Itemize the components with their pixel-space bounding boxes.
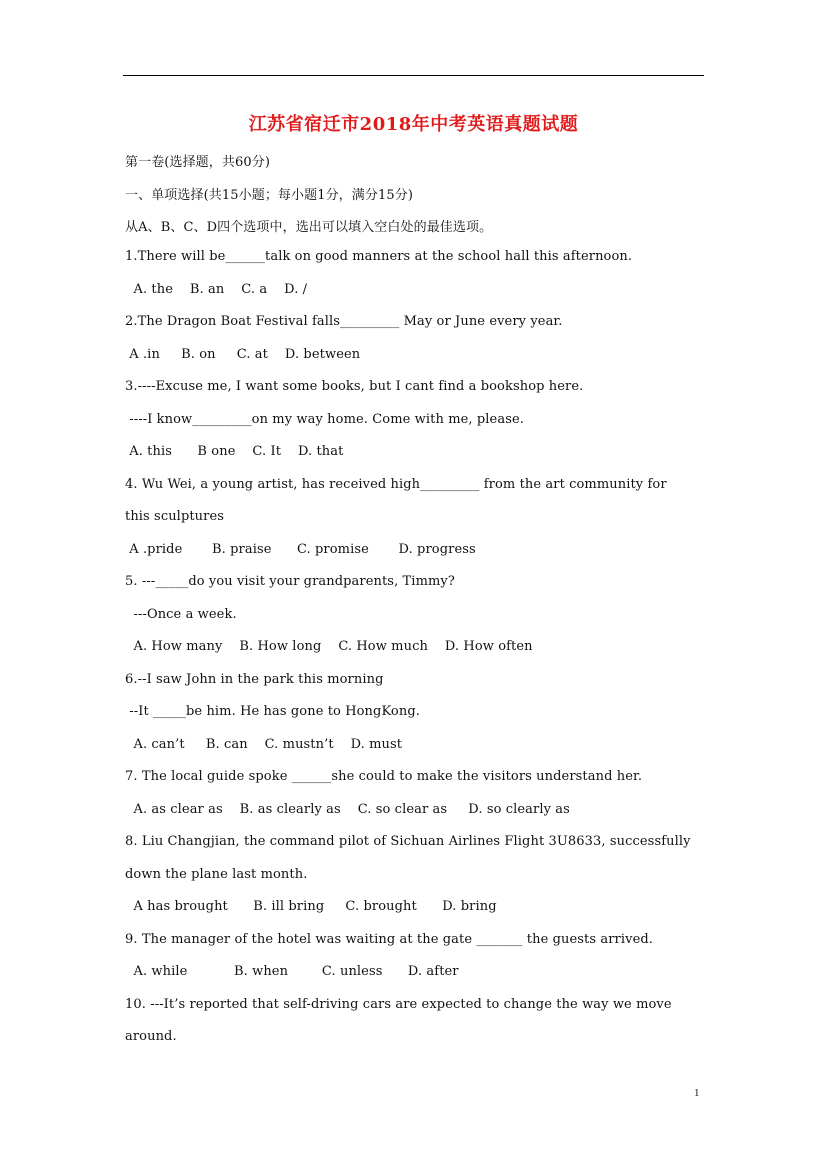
- question-3: 3.----Excuse me, I want some books, but I cant find a bookshop here.: [125, 379, 584, 394]
- question-4-continued: this sculptures: [125, 509, 225, 524]
- section-heading: 第一卷(选择题，共60分): [125, 155, 270, 170]
- question-2: 2.The Dragon Boat Festival falls_________ May or June every year.: [125, 314, 563, 329]
- question-6: 6.--I saw John in the park this morning: [125, 672, 384, 687]
- question-8: 8. Liu Changjian, the command pilot of Sichuan Airlines Flight 3U8633, successfully: [125, 834, 691, 849]
- options-8: A has brought B. ill bring C. brought D. bring: [125, 899, 497, 914]
- page-number: 1: [694, 1087, 700, 1099]
- options-4: A .pride B. praise C. promise D. progress: [125, 542, 476, 557]
- question-7: 7. The local guide spoke ______she could to make the visitors understand her.: [125, 769, 643, 784]
- question-3-reply: ----I know_________on my way home. Come with me, please.: [125, 412, 524, 427]
- question-10: 10. ---It’s reported that self-driving cars are expected to change the way we move: [125, 997, 672, 1012]
- options-1: A. the B. an C. a D. /: [125, 282, 308, 297]
- instructions: 从A、B、C、D四个选项中，选出可以填入空白处的最佳选项。: [125, 220, 493, 235]
- question-4: 4. Wu Wei, a young artist, has received high_________ from the art community for: [125, 477, 667, 492]
- options-2: A .in B. on C. at D. between: [125, 347, 361, 362]
- question-5: 5. ---_____do you visit your grandparents, Timmy?: [125, 574, 455, 589]
- options-9: A. while B. when C. unless D. after: [125, 964, 459, 979]
- question-5-reply: ---Once a week.: [125, 607, 237, 622]
- question-1: 1.There will be______talk on good manners at the school hall this afternoon.: [125, 249, 633, 264]
- part-heading: 一、单项选择(共15小题；每小题1分，满分15分): [125, 188, 413, 203]
- options-5: A. How many B. How long C. How much D. How often: [125, 639, 533, 654]
- question-9: 9. The manager of the hotel was waiting at the gate _______ the guests arrived.: [125, 932, 654, 947]
- options-7: A. as clear as B. as clearly as C. so clear as D. so clearly as: [125, 802, 570, 817]
- question-6-reply: --It _____be him. He has gone to HongKong.: [125, 704, 420, 719]
- question-8-continued: down the plane last month.: [125, 867, 308, 882]
- header-rule: [123, 75, 704, 76]
- question-10-continued: around.: [125, 1029, 177, 1044]
- options-3: A. this B one C. It D. that: [125, 444, 344, 459]
- options-6: A. can’t B. can C. mustn’t D. must: [125, 737, 403, 752]
- document-title: 江苏省宿迁市2018年中考英语真题试题: [248, 114, 579, 135]
